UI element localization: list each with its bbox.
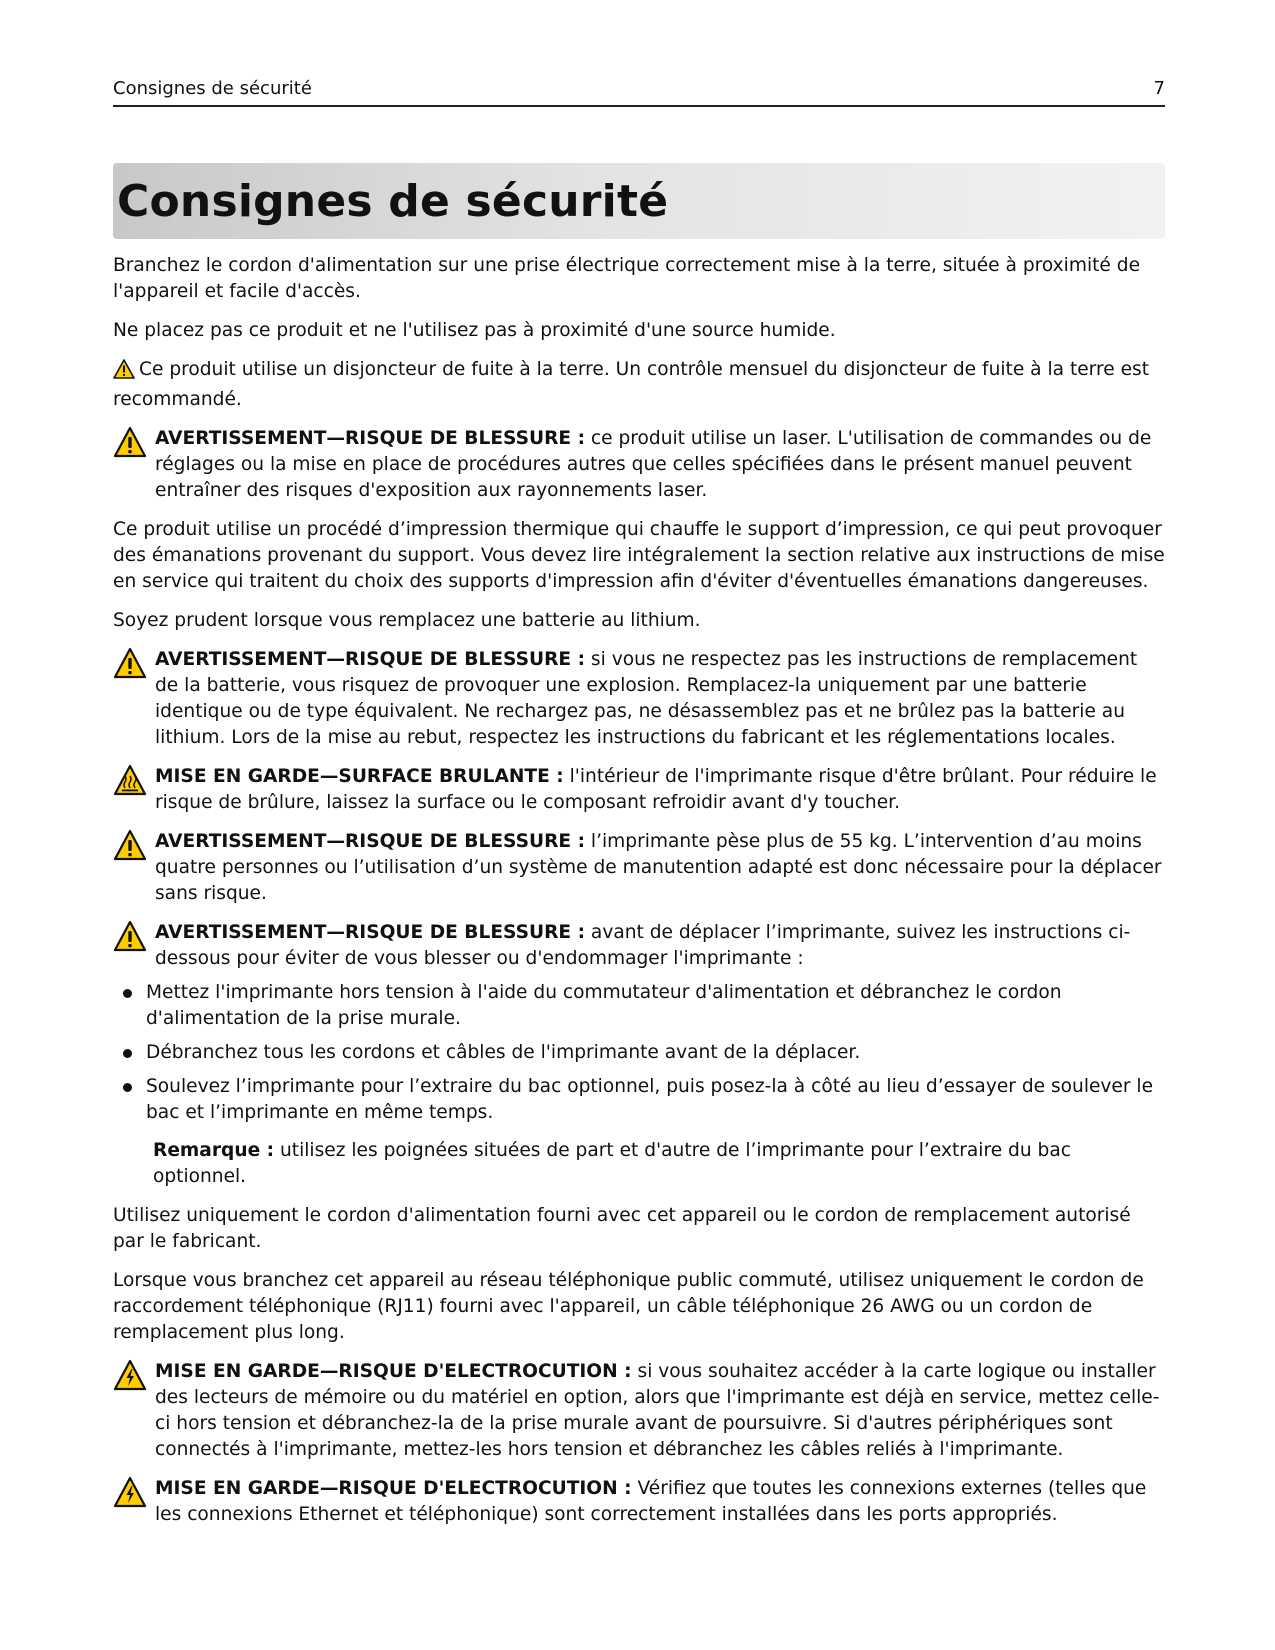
header-section-title: Consignes de sécurité (113, 78, 312, 99)
paragraph-telephone: Lorsque vous branchez cet appareil au réseau téléphonique public commuté, utilisez uniquement le cordon de raccordement téléphonique (RJ11) fourni avec l'appareil, un câble téléphonique 26 AWG ou un cordon de remplacement plus long. (113, 1270, 1144, 1343)
page-title: Consignes de sécurité (117, 175, 669, 227)
gfci-text: Ce produit utilise un disjoncteur de fuite à la terre. Un contrôle mensuel du disjoncteur de fuite à la terre est recommandé. (113, 359, 1149, 410)
notice-label: AVERTISSEMENT—RISQUE DE BLESSURE : (155, 922, 586, 943)
notice-shock-connections (113, 1476, 1165, 1528)
notice-label: AVERTISSEMENT—RISQUE DE BLESSURE : (155, 649, 586, 670)
notice-shock-board (113, 1359, 1165, 1463)
electric-shock-icon (113, 1476, 155, 1516)
notice-label: AVERTISSEMENT—RISQUE DE BLESSURE : (155, 428, 586, 449)
notice-hot-surface (113, 764, 1165, 816)
notice-label: MISE EN GARDE—RISQUE D'ELECTROCUTION : (155, 1478, 632, 1499)
notice-battery (113, 647, 1165, 751)
notice-label: MISE EN GARDE—SURFACE BRULANTE : (155, 766, 564, 787)
paragraph-gfci (113, 357, 1165, 413)
notice-moving (113, 920, 1165, 972)
notice-laser (113, 426, 1165, 504)
notice-text: si vous ne respectez pas les instructions de remplacement de la batterie, vous risquez de provoquer une explosion. Remplacez-la uniquement par une batterie identique ou de type équivalent. Ne rechargez pas, ne désassemblez pas et ne brûlez pas la batterie au lithium. Lors de la mise au rebut, respectez les instructions du fabricant et les réglementations locales. (155, 649, 1138, 748)
moving-steps-list (113, 980, 1165, 1126)
notice-label: AVERTISSEMENT—RISQUE DE BLESSURE : (155, 831, 586, 852)
warning-triangle-icon (113, 829, 155, 869)
notice-label: MISE EN GARDE—RISQUE D'ELECTROCUTION : (155, 1361, 632, 1382)
note (113, 1138, 1165, 1190)
notice-text: l'intérieur de l'imprimante risque d'être brûlant. Pour réduire le risque de brûlure, laissez la surface ou le composant refroidir avant d'y toucher. (155, 766, 1157, 813)
notice-weight (113, 829, 1165, 907)
notice-text: si vous souhaitez accéder à la carte logique ou installer des lecteurs de mémoire ou du matériel en option, alors que l'imprimante est déjà en service, mettez celle-ci hors tension et débranchez-la de la prise murale avant de poursuivre. Si d'autres périphériques sont connectés à l'imprimante, mettez-les hors tension et débranchez les câbles reliés à l'imprimante. (155, 1361, 1160, 1460)
title-bar (113, 163, 1165, 239)
page-content (113, 253, 1165, 1528)
warning-triangle-icon (113, 359, 135, 387)
warning-triangle-icon (113, 647, 155, 687)
list-item: Soulevez l’imprimante pour l’extraire du bac optionnel, puis posez-la à côté au lieu d’essayer de soulever le bac et l’imprimante en même temps. (113, 1074, 1165, 1126)
notice-text: avant de déplacer l’imprimante, suivez les instructions ci-dessous pour éviter de vous blesser ou d'endommager l'imprimante : (155, 922, 1131, 969)
notice-text: Vérifiez que toutes les connexions externes (telles que les connexions Ethernet et téléphonique) sont correctement installées dans les ports appropriés. (155, 1478, 1147, 1525)
paragraph-grounding: Branchez le cordon d'alimentation sur une prise électrique correctement mise à la terre, située à proximité de l'appareil et facile d'accès. (113, 255, 1141, 302)
list-item: Débranchez tous les cordons et câbles de l'imprimante avant de la déplacer. (113, 1040, 1165, 1066)
notice-text: ce produit utilise un laser. L'utilisation de commandes ou de réglages ou la mise en place de procédures autres que celles spécifiées dans le présent manuel peuvent entraîner des risques d'exposition aux rayonnements laser. (155, 428, 1152, 501)
paragraph-power-cord: Utilisez uniquement le cordon d'alimentation fourni avec cet appareil ou le cordon de remplacement autorisé par le fabricant. (113, 1205, 1131, 1252)
manual-page (113, 78, 1165, 1541)
notice-text: l’imprimante pèse plus de 55 kg. L’intervention d’au moins quatre personnes ou l’utilisation d’un système de manutention adapté est donc nécessaire pour la déplacer sans risque. (155, 831, 1162, 904)
paragraph-lithium: Soyez prudent lorsque vous remplacez une batterie au lithium. (113, 610, 701, 631)
paragraph-thermal: Ce produit utilise un procédé d’impression thermique qui chauffe le support d’impression, ce qui peut provoquer des émanations provenant du support. Vous devez lire intégralement la section relative aux instructions de mise en service qui traitent du choix des supports d'impression afin d'éviter d'éventuelles émanations dangereuses. (113, 519, 1165, 592)
list-item: Mettez l'imprimante hors tension à l'aide du commutateur d'alimentation et débranchez le cordon d'alimentation de la prise murale. (113, 980, 1165, 1032)
page-number: 7 (1153, 78, 1165, 99)
warning-triangle-icon (113, 920, 155, 960)
running-header (113, 78, 1165, 107)
hot-surface-icon (113, 764, 155, 804)
paragraph-humidity: Ne placez pas ce produit et ne l'utilisez pas à proximité d'une source humide. (113, 320, 836, 341)
note-label: Remarque : (153, 1140, 275, 1161)
warning-triangle-icon (113, 426, 155, 466)
electric-shock-icon (113, 1359, 155, 1399)
note-text: utilisez les poignées situées de part et d'autre de l’imprimante pour l’extraire du bac optionnel. (153, 1140, 1071, 1187)
